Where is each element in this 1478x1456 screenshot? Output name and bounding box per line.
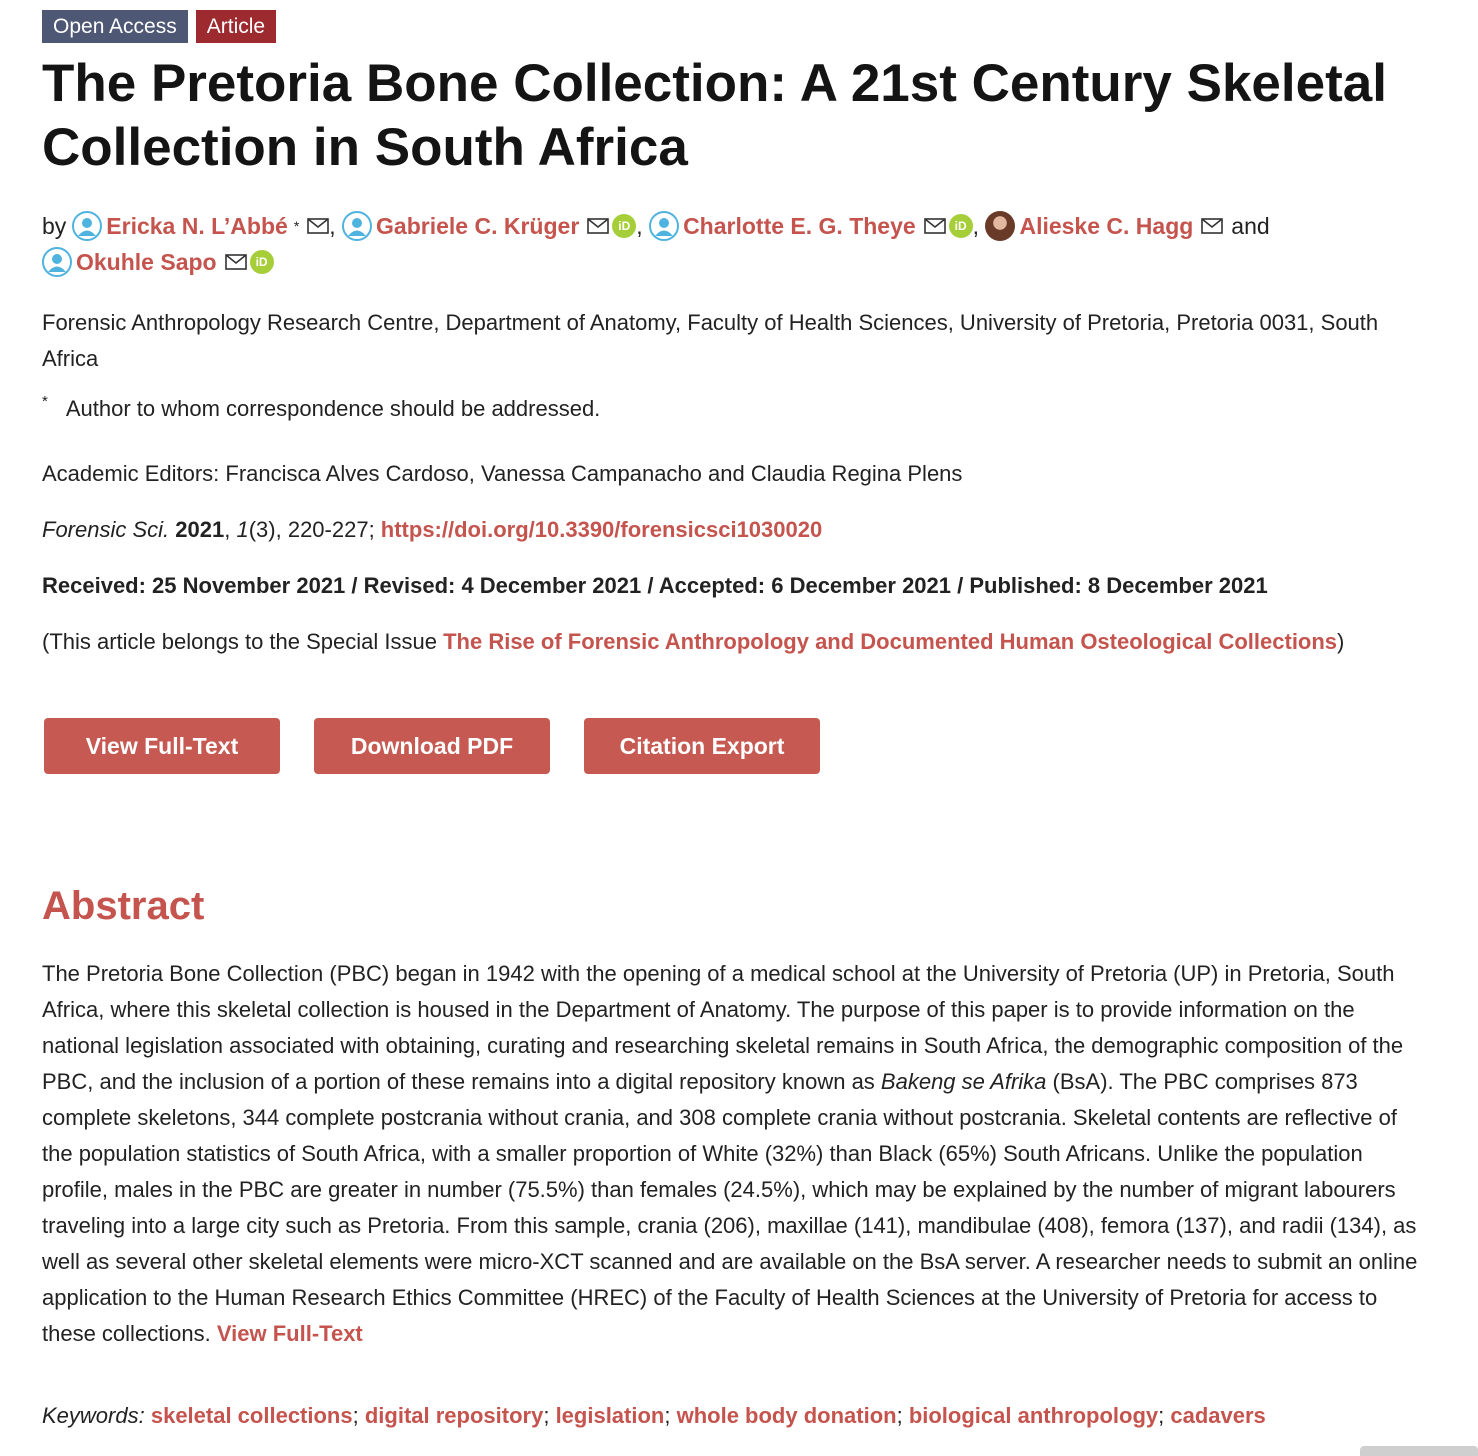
user-avatar-icon <box>649 211 679 241</box>
keyword-link[interactable]: cadavers <box>1170 1403 1266 1428</box>
correspondence-text: Author to whom correspondence should be addressed. <box>65 396 601 421</box>
article-type-badge: Article <box>196 10 276 43</box>
author-name[interactable]: Okuhle Sapo <box>76 249 217 275</box>
user-avatar-icon <box>72 211 102 241</box>
abstract-heading: Abstract <box>42 884 205 928</box>
scroll-to-top-tab[interactable] <box>1360 1446 1478 1456</box>
author-name[interactable]: Ericka N. L’Abbé <box>106 213 288 239</box>
keyword-link[interactable]: whole body donation <box>676 1403 897 1428</box>
publication-dates: Received: 25 November 2021 / Revised: 4 December 2021 / Accepted: 6 December 2021 / Published: 8 December 2021 <box>42 573 1268 598</box>
badges <box>42 10 276 43</box>
special-issue-suffix: ) <box>1337 629 1345 654</box>
abstract-text <box>42 956 1432 1352</box>
citation-line: Forensic Sci. 2021, 1(3), 220-227; https://doi.org/10.3390/forensicsci1030020 <box>42 517 823 542</box>
correspondence-note <box>42 384 600 427</box>
download-pdf-button[interactable]: Download PDF <box>314 718 550 774</box>
email-icon[interactable] <box>225 254 247 270</box>
by-label: by <box>42 213 67 239</box>
article-title: The Pretoria Bone Collection: A 21st Century Skeletal Collection in South Africa <box>42 54 1387 177</box>
author-list: by Ericka N. L’Abbé * , Gabriele C. Krüger iD , Charlotte E. G. Theye iD , Alieske C. Hagg and Okuhle Sapo iD <box>42 208 1442 280</box>
keyword-link[interactable]: skeletal collections <box>150 1403 353 1428</box>
affiliation: Forensic Anthropology Research Centre, Department of Anatomy, Faculty of Health Sciences, University of Pretoria, Pretoria 0031, South Africa <box>42 310 1379 371</box>
author-name[interactable]: Charlotte E. G. Theye <box>683 213 916 239</box>
keywords-label: Keywords: <box>42 1403 145 1428</box>
citation-volume: 1 <box>236 517 249 542</box>
special-issue-prefix: (This article belongs to the Special Issue <box>42 629 444 654</box>
orcid-icon[interactable]: iD <box>949 214 973 238</box>
email-icon[interactable] <box>1201 218 1223 234</box>
academic-editors: Academic Editors: Francisca Alves Cardoso, Vanessa Campanacho and Claudia Regina Plens <box>42 461 963 486</box>
open-access-badge[interactable]: Open Access <box>42 10 188 43</box>
user-avatar-icon <box>42 247 72 277</box>
and-label: and <box>1231 213 1270 239</box>
abstract-text-part-2: (BsA). The PBC comprises 873 complete skeletons, 344 complete postcrania without crania, and 308 complete crania without postcrania. Skeletal contents are reflective of the population statistics of South Africa, with a smaller proportion of White (32%) than Black (65%) South Africans. Unlike the population profile, males in the PBC are greater in number (75.5%) than females (24.5%), which may be explained by the number of migrant labourers traveling into a large city such as Pretoria. From this sample, crania (206), maxillae (141), mandibulae (408), femora (137), and radii (134), as well as several other skeletal elements were micro-XCT scanned and are available on the BsA server. A researcher needs to submit an online application to the Human Research Ethics Committee (HREC) of the Faculty of Health Sciences at the University of Pretoria for access to these collections. <box>42 1069 1418 1346</box>
email-icon[interactable] <box>924 218 946 234</box>
special-issue-note <box>42 624 1372 660</box>
abstract-italic-term: Bakeng se Afrika <box>880 1069 1047 1094</box>
author-name[interactable]: Alieske C. Hagg <box>1019 213 1194 239</box>
keyword-link[interactable]: legislation <box>555 1403 665 1428</box>
abstract-text-part-1: The Pretoria Bone Collection (PBC) began in 1942 with the opening of a medical school at the University of Pretoria (UP) in Pretoria, South Africa, where this skeletal collection is housed in the Department of Anatomy. The purpose of this paper is to provide information on the national legislation associated with obtaining, curating and researching skeletal remains in South Africa, the demographic composition of the PBC, and the inclusion of a portion of these remains into a digital repository known as <box>42 961 1404 1094</box>
citation-export-button[interactable]: Citation Export <box>584 718 820 774</box>
journal-name: Forensic Sci. <box>42 517 170 542</box>
corresponding-marker: * <box>293 218 300 234</box>
citation-issue-pages: (3), 220-227; <box>248 517 381 542</box>
citation-year: 2021 <box>175 517 225 542</box>
correspondence-marker: * <box>42 393 48 410</box>
orcid-icon[interactable]: iD <box>250 250 274 274</box>
keywords: Keywords: skeletal collections; digital repository; legislation; whole body donation; biological anthropology; cadavers <box>42 1403 1266 1428</box>
abstract-full-text-link[interactable]: View Full-Text <box>216 1321 363 1346</box>
author-name[interactable]: Gabriele C. Krüger <box>376 213 580 239</box>
special-issue-link[interactable]: The Rise of Forensic Anthropology and Documented Human Osteological Collections <box>443 629 1338 654</box>
keyword-link[interactable]: digital repository <box>364 1403 544 1428</box>
user-avatar-icon <box>342 211 372 241</box>
email-icon[interactable] <box>587 218 609 234</box>
orcid-icon[interactable]: iD <box>612 214 636 238</box>
keyword-link[interactable]: biological anthropology <box>908 1403 1159 1428</box>
doi-link[interactable]: https://doi.org/10.3390/forensicsci1030020 <box>380 517 823 542</box>
email-icon[interactable] <box>307 218 329 234</box>
article-actions <box>44 718 820 774</box>
author-photo-icon <box>985 211 1015 241</box>
view-full-text-button[interactable]: View Full-Text <box>44 718 280 774</box>
